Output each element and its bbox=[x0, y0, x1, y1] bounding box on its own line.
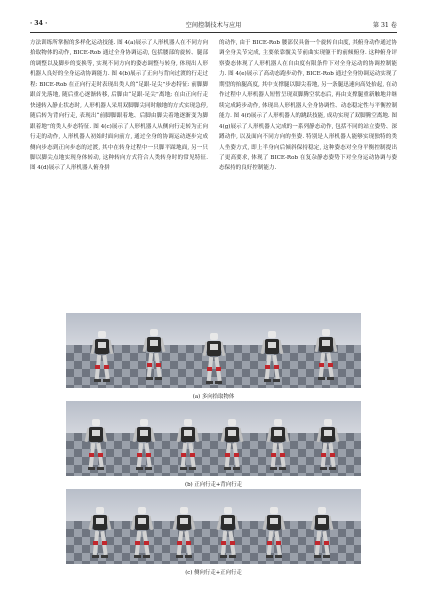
robot-figure bbox=[174, 507, 194, 559]
journal-title: 空间控制技术与应用 bbox=[185, 22, 242, 29]
robot-figure bbox=[264, 507, 284, 559]
robot-figure bbox=[318, 419, 338, 471]
right-column-text bbox=[219, 38, 397, 174]
robot-figure bbox=[86, 419, 106, 471]
page-number: · 34 · bbox=[30, 20, 48, 27]
robot-figure bbox=[262, 331, 282, 383]
robot-figure bbox=[218, 507, 238, 559]
robot-figure bbox=[204, 333, 224, 385]
page-header bbox=[30, 18, 397, 33]
robot-figure bbox=[268, 419, 288, 471]
figure-b-caption: (b) 正向行走+背向行走 bbox=[184, 482, 242, 488]
volume-label: 第 31 卷 bbox=[372, 22, 397, 29]
figure-a-image bbox=[66, 313, 361, 388]
left-column-text bbox=[30, 38, 208, 174]
body-paragraph: 方法训练所掌握的多样化运动技能. 图 4(a)展示了人形机器人在不同方向拾取物体的动作, BICE-Rob 通过全身协调运动, 包括腰部的旋转、腿部的调整以及脚步的变换等, 实现不同方向的姿态调整与转身, 体现出人形机器人良好的全身运动协调能力. 图 4(b)展示了正向与背向过渡的行走过程: BICE-Rob 在正向行走时表现出类人的“足跟-足尖”步态特征: 前脚脚跟首先落地, 随后重心逐渐转移, 后脚由“足跟-足尖”离地; 在由正向行走快速转入静止状态时, 人形机器人采用双脚脚尖同时触地的方式实现急停, 随后转为背向行走, 表现出“前脚脚跟着地、后脚由脚尖着地逐渐变为脚跟着地”的类人步态特征. 图 4(c)展示了人形机器人从侧向行走转为正向行走的动作, 人形机器人初始时面向前方, 通过全身的协调运动逐步完成侧向步态到正向步态的过渡, 其中在转身过程中一只脚平踩地面, 另一只脚以脚尖点地实现身体转动, 这种转向方式符合人类转身时的常见特征. 图 4(d)展示了人形机器人俯身拼 bbox=[30, 40, 208, 172]
robot-figure bbox=[312, 507, 332, 559]
robot-figure bbox=[90, 507, 110, 559]
robot-figure bbox=[144, 329, 164, 381]
robot-figure bbox=[178, 419, 198, 471]
robot-figure bbox=[92, 331, 112, 383]
figure-c-caption: (c) 侧向行走+正向行走 bbox=[185, 570, 242, 576]
figure-a-caption: (a) 多向拾取物体 bbox=[192, 394, 235, 400]
robot-figure bbox=[316, 329, 336, 381]
robot-figure bbox=[132, 507, 152, 559]
figure-b-image bbox=[66, 401, 361, 476]
figure-c-image bbox=[66, 489, 361, 564]
robot-figure bbox=[134, 419, 154, 471]
body-paragraph: 的动作, 由于 BICE-Rob 腰部仅具备一个旋转自由度, 其俯身动作通过协调全身关节完成, 主要依靠髋关节前曲实现躯干的前倾俯身. 这种俯身评察姿态体现了人形机器人在自由度有限条件下对全身运动的协调控制能力. 图 4(e)展示了高动态跑步动作, BICE-Rob 通过全身协调运动实现了期望的抬腿高度, 其中支撑腿以脚尖着地, 另一条腿迅速向高处抬起, 在动作过程中人形机器人短暂呈现双脚腾空状态后, 再由支撑腿重新触地并继续完成跨步动作, 体现出人形机器人全身协调性、动态稳定性与平衡控制能力. 图 4(f)展示了人形机器人的跳跃技能, 成功实现了双脚腾空离地. 图 4(g)展示了人形机器人完成的一系列静态动作, 包括不同的站立姿势、深蹲动作, 以及面向不同方向的坐姿. 特别是人形机器人能够实现独特的类人坐姿方式, 即上半身向后倾斜保持稳定, 这种姿态对全身平衡控制提出了更高要求, 体现了 BICE-Rob 在复杂静态姿势下对全身运动协调与姿态保持的良好控制能力. bbox=[219, 40, 397, 172]
robot-figure bbox=[222, 419, 242, 471]
